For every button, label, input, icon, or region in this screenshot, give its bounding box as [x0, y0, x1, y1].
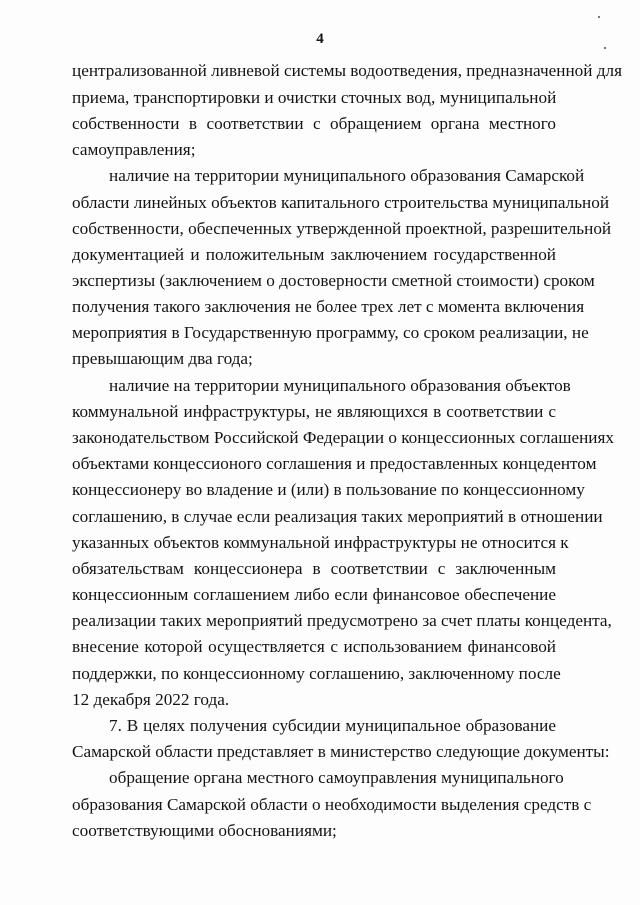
text-line: области линейных объектов капитального строительства муниципальной [72, 193, 610, 212]
text-line: приема, транспортировки и очистки сточных вод, муниципальной [72, 88, 557, 107]
text-line: экспертизы (заключением о достоверности сметной стоимости) сроком [72, 271, 595, 290]
scan-speck [598, 16, 600, 18]
text-line: документацией и положительным заключением государственной [72, 245, 556, 264]
text-line: централизованной ливневой системы водоотведения, предназначенной для [72, 61, 622, 80]
text-line: наличие на территории муниципального образования Самарской [109, 166, 585, 185]
text-line: коммунальной инфраструктуры, не являющихся в соответствии с [72, 402, 556, 421]
text-line: законодательством Российской Федерации о концессионных соглашениях [72, 428, 614, 447]
text-line: внесение которой осуществляется с использованием финансовой [72, 637, 556, 656]
text-line: концессионным соглашением либо если финансовое обеспечение [72, 585, 556, 604]
text-line: 12 декабря 2022 года. [72, 690, 230, 709]
text-line: объектами концессионого соглашения и предоставленных концедентом [72, 454, 597, 473]
text-line: обязательствам концессионера в соответствии с заключенным [72, 559, 556, 578]
text-line: получения такого заключения не более трех лет с момента включения [72, 297, 585, 316]
text-line: указанных объектов коммунальной инфраструктуры не относится к [72, 533, 569, 552]
text-line: наличие на территории муниципального образования объектов [109, 376, 571, 395]
text-line: соответствующими обоснованиями; [72, 821, 337, 840]
text-line: собственности в соответствии с обращением органа местного [72, 114, 556, 133]
text-line: поддержки, по концессионному соглашению, заключенному после [72, 664, 561, 683]
text-line: образования Самарской области о необходимости выделения средств с [72, 795, 592, 814]
text-line: 7. В целях получения субсидии муниципальное образование [109, 716, 556, 735]
page-number: 4 [316, 31, 324, 47]
text-line: концессионеру во владение и (или) в пользование по концессионному [72, 480, 585, 499]
text-line: собственности, обеспеченных утвержденной проектной, разрешительной [72, 219, 612, 238]
text-line: превышающим два года; [72, 349, 253, 368]
text-line: обращение органа местного самоуправления муниципального [109, 768, 564, 787]
text-line: самоуправления; [72, 140, 196, 159]
text-line: Самарской области представляет в министерство следующие документы: [72, 742, 610, 761]
text-line: реализации таких мероприятий предусмотрено за счет платы концедента, [72, 611, 612, 630]
text-line: соглашению, в случае если реализация таких мероприятий в отношении [72, 507, 603, 526]
text-line: мероприятия в Государственную программу, со сроком реализации, не [72, 323, 589, 342]
